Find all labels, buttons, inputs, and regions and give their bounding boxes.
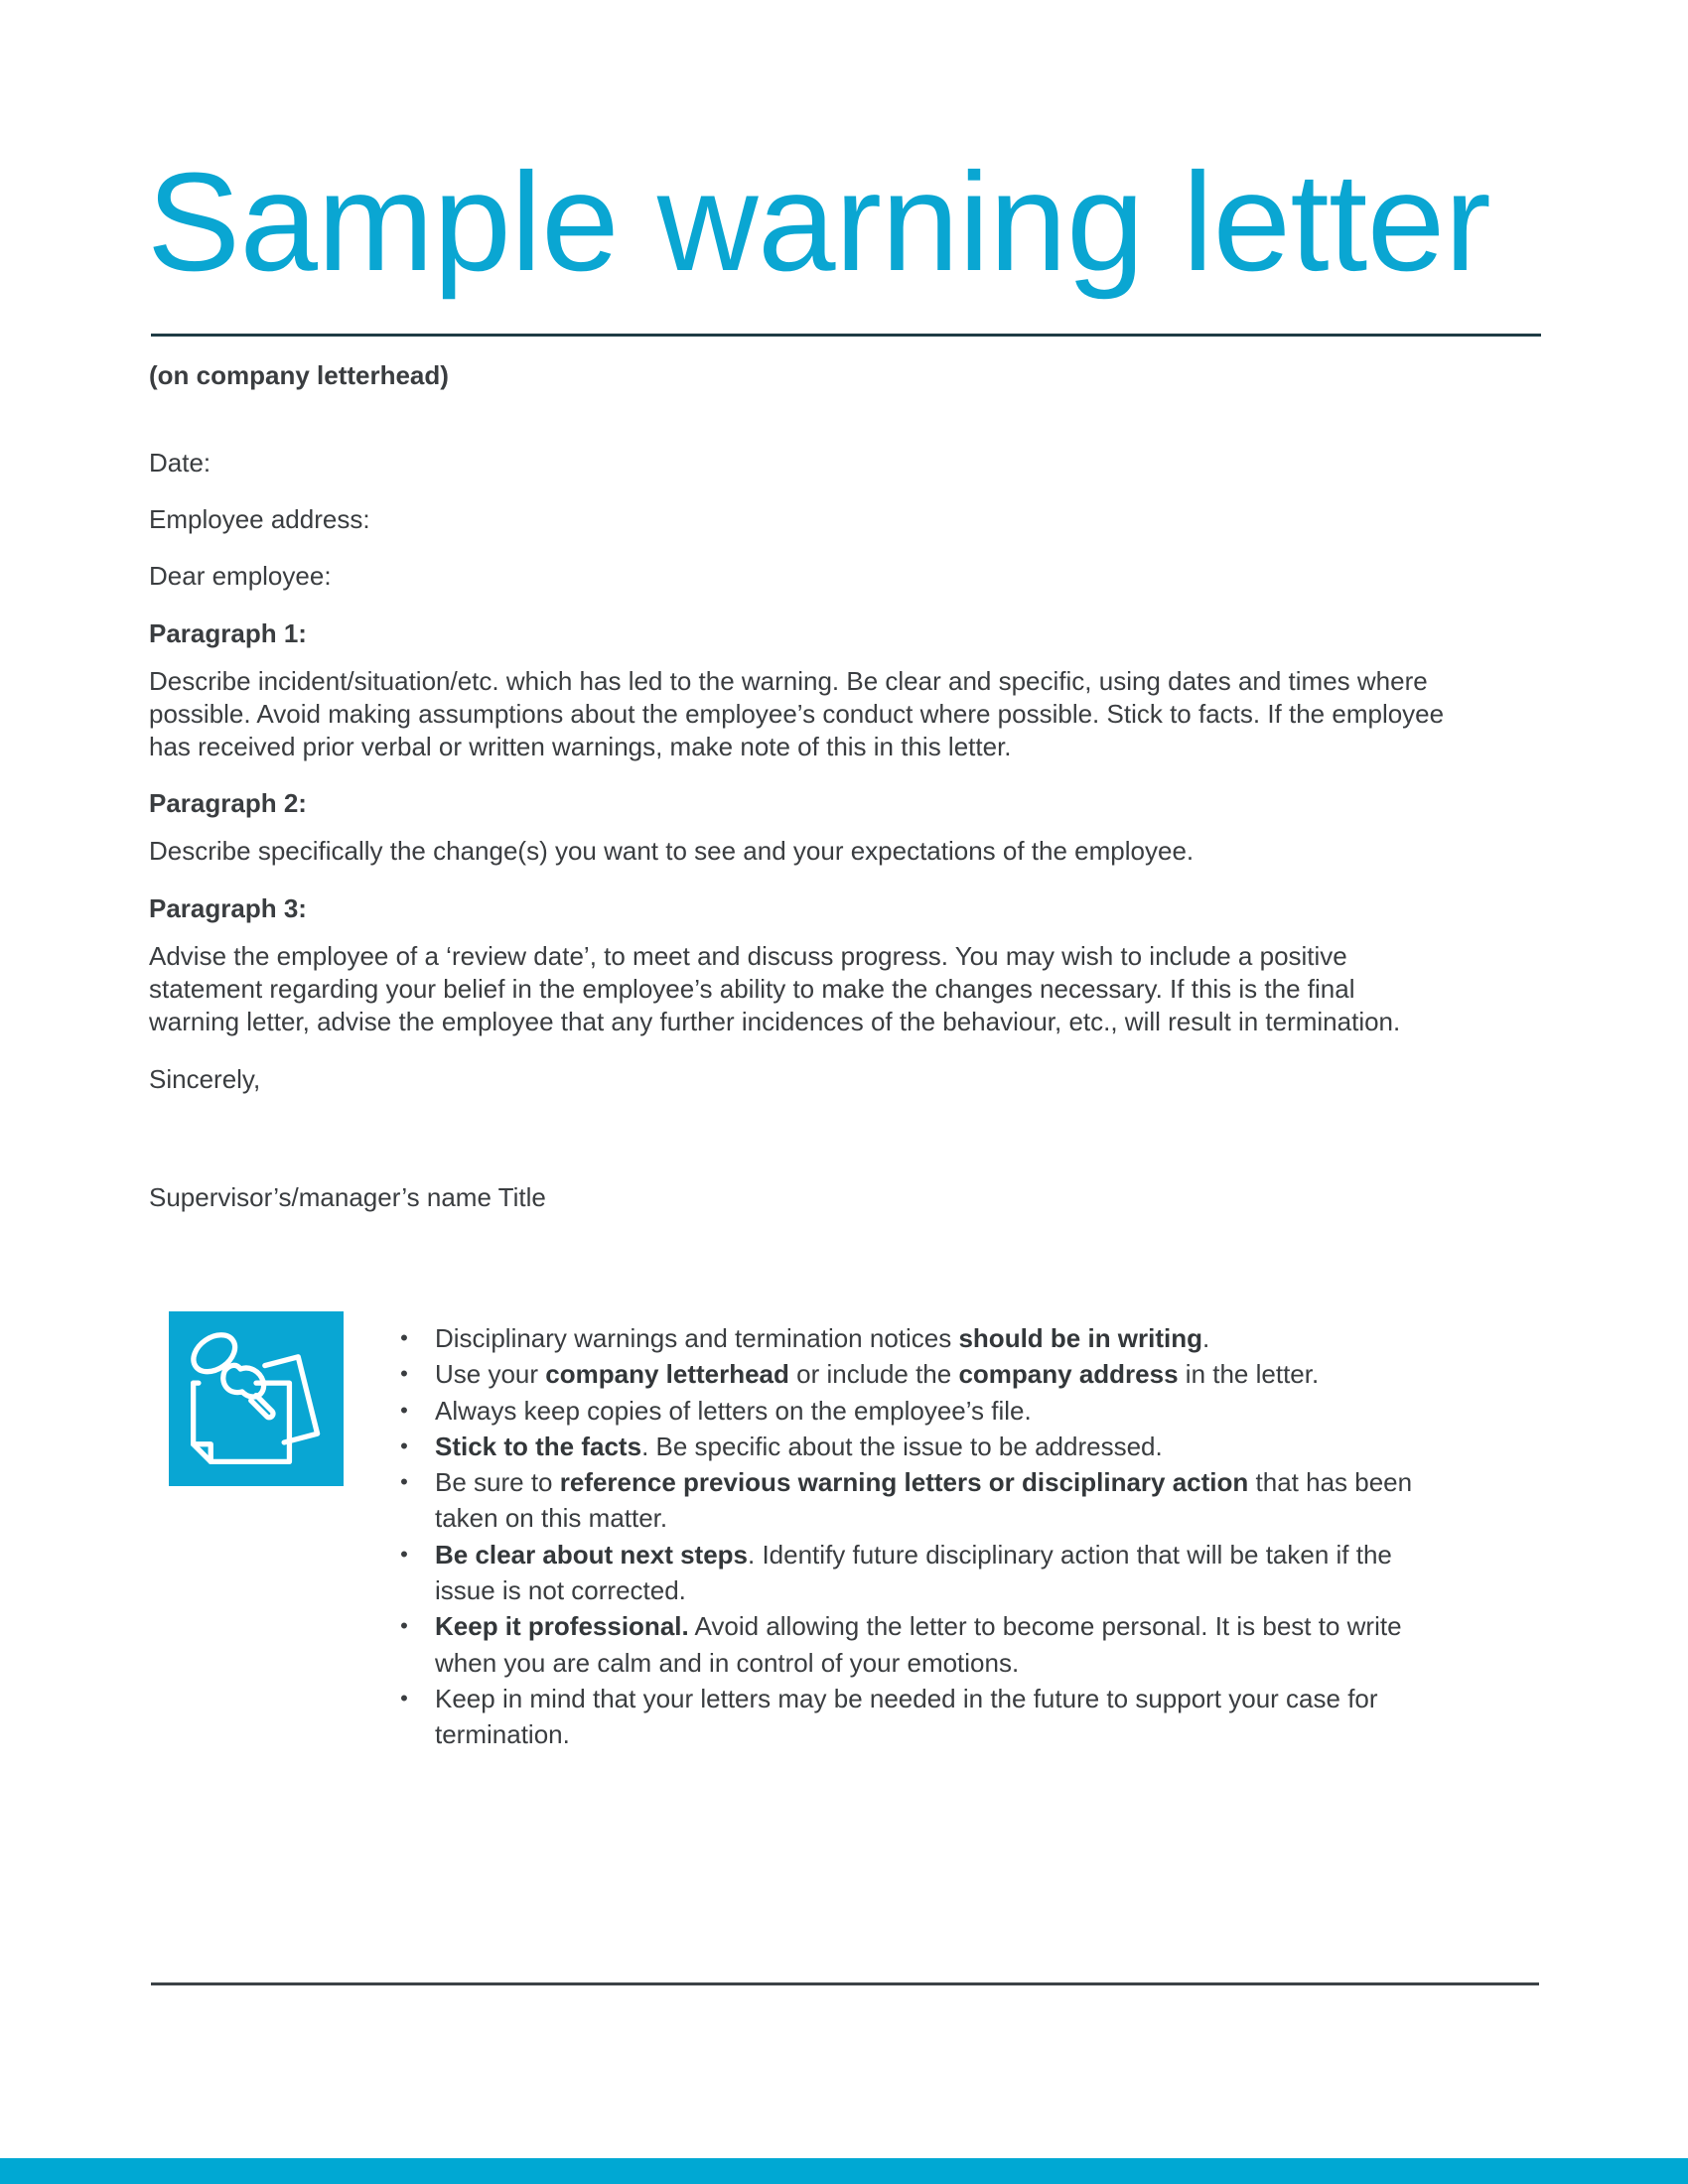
tip-line [435,1608,1547,1644]
title-divider [151,334,1541,337]
tip-line [435,1716,1547,1752]
tip-text: issue is not corrected. [435,1575,686,1606]
paragraph-line: statement regarding your belief in the employee’s ability to make the changes necessary. If this is the final [149,974,1355,1004]
bullet-icon: • [400,1325,408,1350]
tip-item [395,1681,1547,1753]
paragraph-2-body [149,835,1549,868]
tip-emphasis: company letterhead [545,1359,789,1390]
bullet-icon: • [400,1685,408,1710]
tip-emphasis: Stick to the facts [435,1431,642,1461]
tip-item [395,1608,1547,1681]
tip-line [435,1537,1547,1572]
tip-emphasis: company address [958,1359,1179,1390]
paragraph-1-body [149,665,1549,763]
tip-line [435,1645,1547,1681]
paragraph-line: Describe incident/situation/etc. which has led to the warning. Be clear and specific, using dates and times where [149,666,1428,696]
bullet-icon: • [400,1361,408,1387]
date-field-label: Date: [149,448,211,478]
tip-text: Use your [435,1359,546,1390]
tip-text: taken on this matter. [435,1503,668,1534]
tip-text: Avoid allowing the letter to become personal. It is best to write [688,1611,1402,1642]
tip-line [435,1500,1547,1536]
tip-text: Keep in mind that your letters may be needed in the future to support your case for [435,1683,1378,1713]
tip-text: when you are calm and in control of your emotions. [435,1647,1020,1678]
paragraph-line: possible. Avoid making assumptions about the employee’s conduct where possible. Stick to facts. If the employee [149,699,1445,729]
paragraph-line: warning letter, advise the employee that any further incidences of the behaviour, etc., will result in termination. [149,1007,1401,1036]
tip-text: or include the [788,1359,959,1390]
tip-text: termination. [435,1719,570,1750]
tip-text: . Be specific about the issue to be addressed. [641,1431,1163,1461]
tip-line [435,1681,1547,1716]
tip-item [395,1429,1547,1464]
footer-accent-bar [0,2158,1688,2184]
paragraph-line: has received prior verbal or written warnings, make note of this in this letter. [149,732,1012,761]
tip-text: Disciplinary warnings and termination notices [435,1323,959,1353]
paragraph-line: Describe specifically the change(s) you want to see and your expectations of the employee. [149,836,1195,866]
tip-item [395,1320,1547,1356]
tips-list [395,1320,1547,1753]
tip-line [435,1356,1547,1392]
tip-emphasis: Keep it professional. [435,1611,689,1642]
tip-text: in the letter. [1178,1359,1320,1390]
paragraph-line: Advise the employee of a ‘review date’, to meet and discuss progress. You may wish to include a positive [149,941,1347,971]
tip-text: Always keep copies of letters on the employee’s file. [435,1395,1032,1426]
tip-item [395,1537,1547,1609]
paragraph-3-heading: Paragraph 3: [149,893,307,923]
page-title: Sample warning letter [147,143,1491,300]
bottom-divider [151,1982,1539,1985]
tip-emphasis: reference previous warning letters or disciplinary action [559,1467,1249,1498]
bullet-icon: • [400,1397,408,1423]
tip-line [435,1320,1547,1356]
tip-text: . Identify future disciplinary action that will be taken if the [748,1539,1392,1570]
tip-line [435,1464,1547,1500]
tip-line [435,1572,1547,1608]
tip-emphasis: Be clear about next steps [435,1539,748,1570]
employee-address-label: Employee address: [149,504,370,534]
tip-text: Be sure to [435,1467,560,1498]
bullet-icon: • [400,1613,408,1639]
tip-item [395,1393,1547,1429]
paragraph-2-heading: Paragraph 2: [149,788,307,818]
signature-line: Supervisor’s/manager’s name Title [149,1182,546,1212]
tip-line [435,1429,1547,1464]
tip-line [435,1393,1547,1429]
tip-text: . [1202,1323,1210,1353]
bullet-icon: • [400,1433,408,1458]
tip-item [395,1464,1547,1537]
bullet-icon: • [400,1541,408,1567]
pushpin-note-icon [169,1311,344,1486]
tip-text: that has been [1248,1467,1413,1498]
tip-emphasis: should be in writing [958,1323,1203,1353]
closing: Sincerely, [149,1064,261,1094]
salutation: Dear employee: [149,561,332,591]
paragraph-1-heading: Paragraph 1: [149,618,307,648]
tip-item [395,1356,1547,1392]
bullet-icon: • [400,1469,408,1495]
letterhead-note: (on company letterhead) [149,360,449,390]
paragraph-3-body [149,940,1549,1038]
